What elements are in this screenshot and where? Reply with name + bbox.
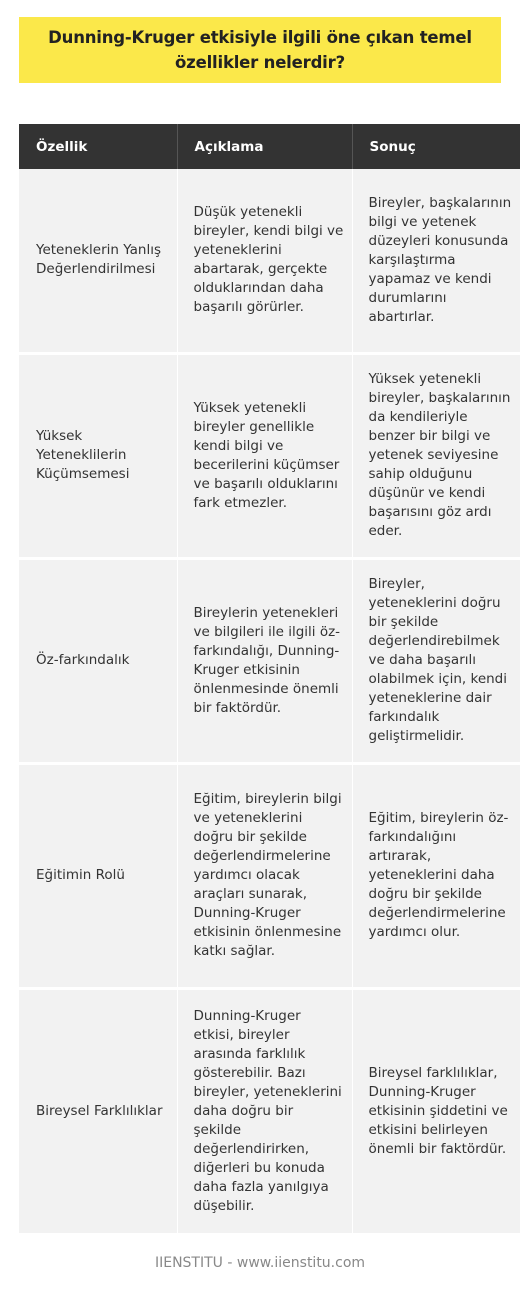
description-cell: Yüksek yetenekli bireyler genellikle kendi bilgi ve becerilerini küçümser ve başarılı olduklarını fark etmezler.: [177, 353, 352, 558]
result-cell: Bireysel farklılıklar, Dunning-Kruger etkisinin şiddetini ve etkisini belirleyen önemli bir faktördür.: [352, 988, 520, 1233]
table-row: [19, 169, 520, 353]
table-row: [19, 988, 520, 1233]
description-cell: Düşük yetenekli bireyler, kendi bilgi ve yeteneklerini abartarak, gerçekte olduklarından daha başarılı görürler.: [177, 169, 352, 353]
table-row: [19, 558, 520, 763]
description-cell: Dunning-Kruger etkisi, bireyler arasında farklılık gösterebilir. Bazı bireyler, yeteneklerini daha doğru bir şekilde değerlendirirken, diğerleri bu konuda daha fazla yanılgıya düşebilir.: [177, 988, 352, 1233]
result-cell: Bireyler, başkalarının bilgi ve yetenek düzeyleri konusunda karşılaştırma yapamaz ve kendi durumlarını abartırlar.: [352, 169, 520, 353]
table-header-row: [19, 124, 520, 169]
feature-cell: Yüksek Yeteneklilerin Küçümsemesi: [19, 353, 177, 558]
features-table: [19, 124, 520, 1233]
feature-cell: Eğitimin Rolü: [19, 763, 177, 988]
page-title: Dunning-Kruger etkisiyle ilgili öne çıkan temel özellikler nelerdir?: [48, 28, 472, 72]
result-cell: Eğitim, bireylerin öz-farkındalığını artırarak, yeteneklerini daha doğru bir şekilde değerlendirmelerine yardımcı olur.: [352, 763, 520, 988]
feature-cell: Yeteneklerin Yanlış Değerlendirilmesi: [19, 169, 177, 353]
column-header-description: Açıklama: [177, 124, 352, 169]
description-cell: Eğitim, bireylerin bilgi ve yeteneklerini doğru bir şekilde değerlendirmelerine yardımcı olacak araçları sunarak, Dunning-Kruger etkisinin önlenmesine katkı sağlar.: [177, 763, 352, 988]
column-header-feature: Özellik: [19, 124, 177, 169]
column-header-result: Sonuç: [352, 124, 520, 169]
result-cell: Bireyler, yeteneklerini doğru bir şekilde değerlendirebilmek ve daha başarılı olabilmek için, kendi yeteneklerine dair farkındalık geliştirmelidir.: [352, 558, 520, 763]
feature-cell: Öz-farkındalık: [19, 558, 177, 763]
table-row: [19, 353, 520, 558]
description-cell: Bireylerin yetenekleri ve bilgileri ile ilgili öz-farkındalığı, Dunning-Kruger etkisinin önlenmesinde önemli bir faktördür.: [177, 558, 352, 763]
footer-credit: IIENSTITU - www.iienstitu.com: [154, 1255, 366, 1271]
table-row: [19, 763, 520, 988]
title-banner: [19, 17, 501, 83]
result-cell: Yüksek yetenekli bireyler, başkalarının da kendileriyle benzer bir bilgi ve yetenek seviyesine sahip olduğunu düşünür ve kendi başarısını göz ardı eder.: [352, 353, 520, 558]
feature-cell: Bireysel Farklılıklar: [19, 988, 177, 1233]
